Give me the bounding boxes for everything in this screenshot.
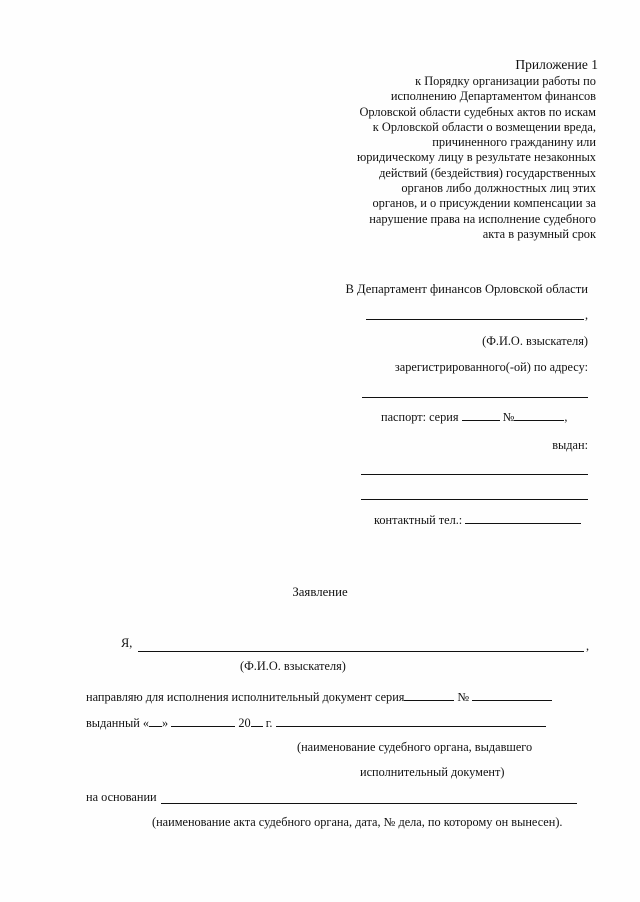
addressee-department: В Департамент финансов Орловской области (345, 282, 588, 296)
issued-blank-line-1[interactable] (361, 474, 588, 475)
issued-close-quote: » (162, 716, 169, 730)
court-caption-line-1: (наименование судебного органа, выдавшего (297, 740, 533, 754)
court-name-blank[interactable] (276, 714, 546, 727)
year-blank[interactable] (251, 714, 263, 727)
passport-number-blank[interactable] (514, 408, 564, 421)
court-caption-line-2: исполнительный документ) (360, 765, 505, 779)
phone-row (374, 511, 581, 528)
ya-comma: , (586, 639, 590, 653)
applicant-fio-caption: (Ф.И.О. взыскателя) (240, 659, 346, 673)
issued-month-blank[interactable] (171, 714, 235, 727)
address-blank-line[interactable] (362, 397, 588, 398)
direct-text: направляю для исполнения исполнительный документ серия (86, 690, 405, 704)
appendix-title: Приложение 1 (515, 57, 598, 72)
year-suffix: г. (265, 716, 273, 730)
passport-number-sign: № (502, 410, 515, 424)
basis-blank-line[interactable] (161, 803, 577, 804)
issued-open-text: выданный « (86, 716, 150, 730)
issued-date-row (86, 714, 546, 731)
document-series-blank[interactable] (404, 688, 454, 701)
passport-row (381, 408, 568, 425)
passport-series-label: паспорт: серия (381, 410, 459, 424)
passport-comma: , (564, 410, 568, 424)
issued-blank-line-2[interactable] (361, 499, 588, 500)
issued-day-blank[interactable] (149, 714, 162, 727)
applicant-name-line[interactable] (138, 651, 584, 652)
document-series-row (86, 688, 552, 705)
ya-label: Я, (121, 636, 133, 650)
document-number-blank[interactable] (472, 688, 552, 701)
fio-comma: , (585, 308, 589, 322)
appendix-description: к Порядку организации работы по исполнению Департаментом финансов Орловской области судебных актов по искам к Орловской области о возмещении вреда, причиненного гражданину или юридическому лицу в результате незаконных действий (бездействия) государственных органов либо должностных лиц этих органов, и о присуждении компенсации за нарушение права на исполнение судебного акта в разумный срок (356, 74, 596, 241)
year-prefix: 20 (238, 716, 251, 730)
passport-series-blank[interactable] (462, 408, 500, 421)
issued-label: выдан: (552, 438, 588, 452)
registered-address-label: зарегистрированного(-ой) по адресу: (394, 360, 588, 374)
statement-title: Заявление (292, 585, 348, 599)
act-caption: (наименование акта судебного органа, дата, № дела, по которому он вынесен). (152, 815, 563, 829)
phone-blank[interactable] (465, 511, 581, 524)
basis-label: на основании (86, 790, 157, 804)
fio-caption: (Ф.И.О. взыскателя) (482, 334, 588, 348)
phone-label: контактный тел.: (374, 513, 463, 527)
fio-blank-line[interactable] (366, 319, 584, 320)
document-number-sign: № (457, 690, 470, 704)
